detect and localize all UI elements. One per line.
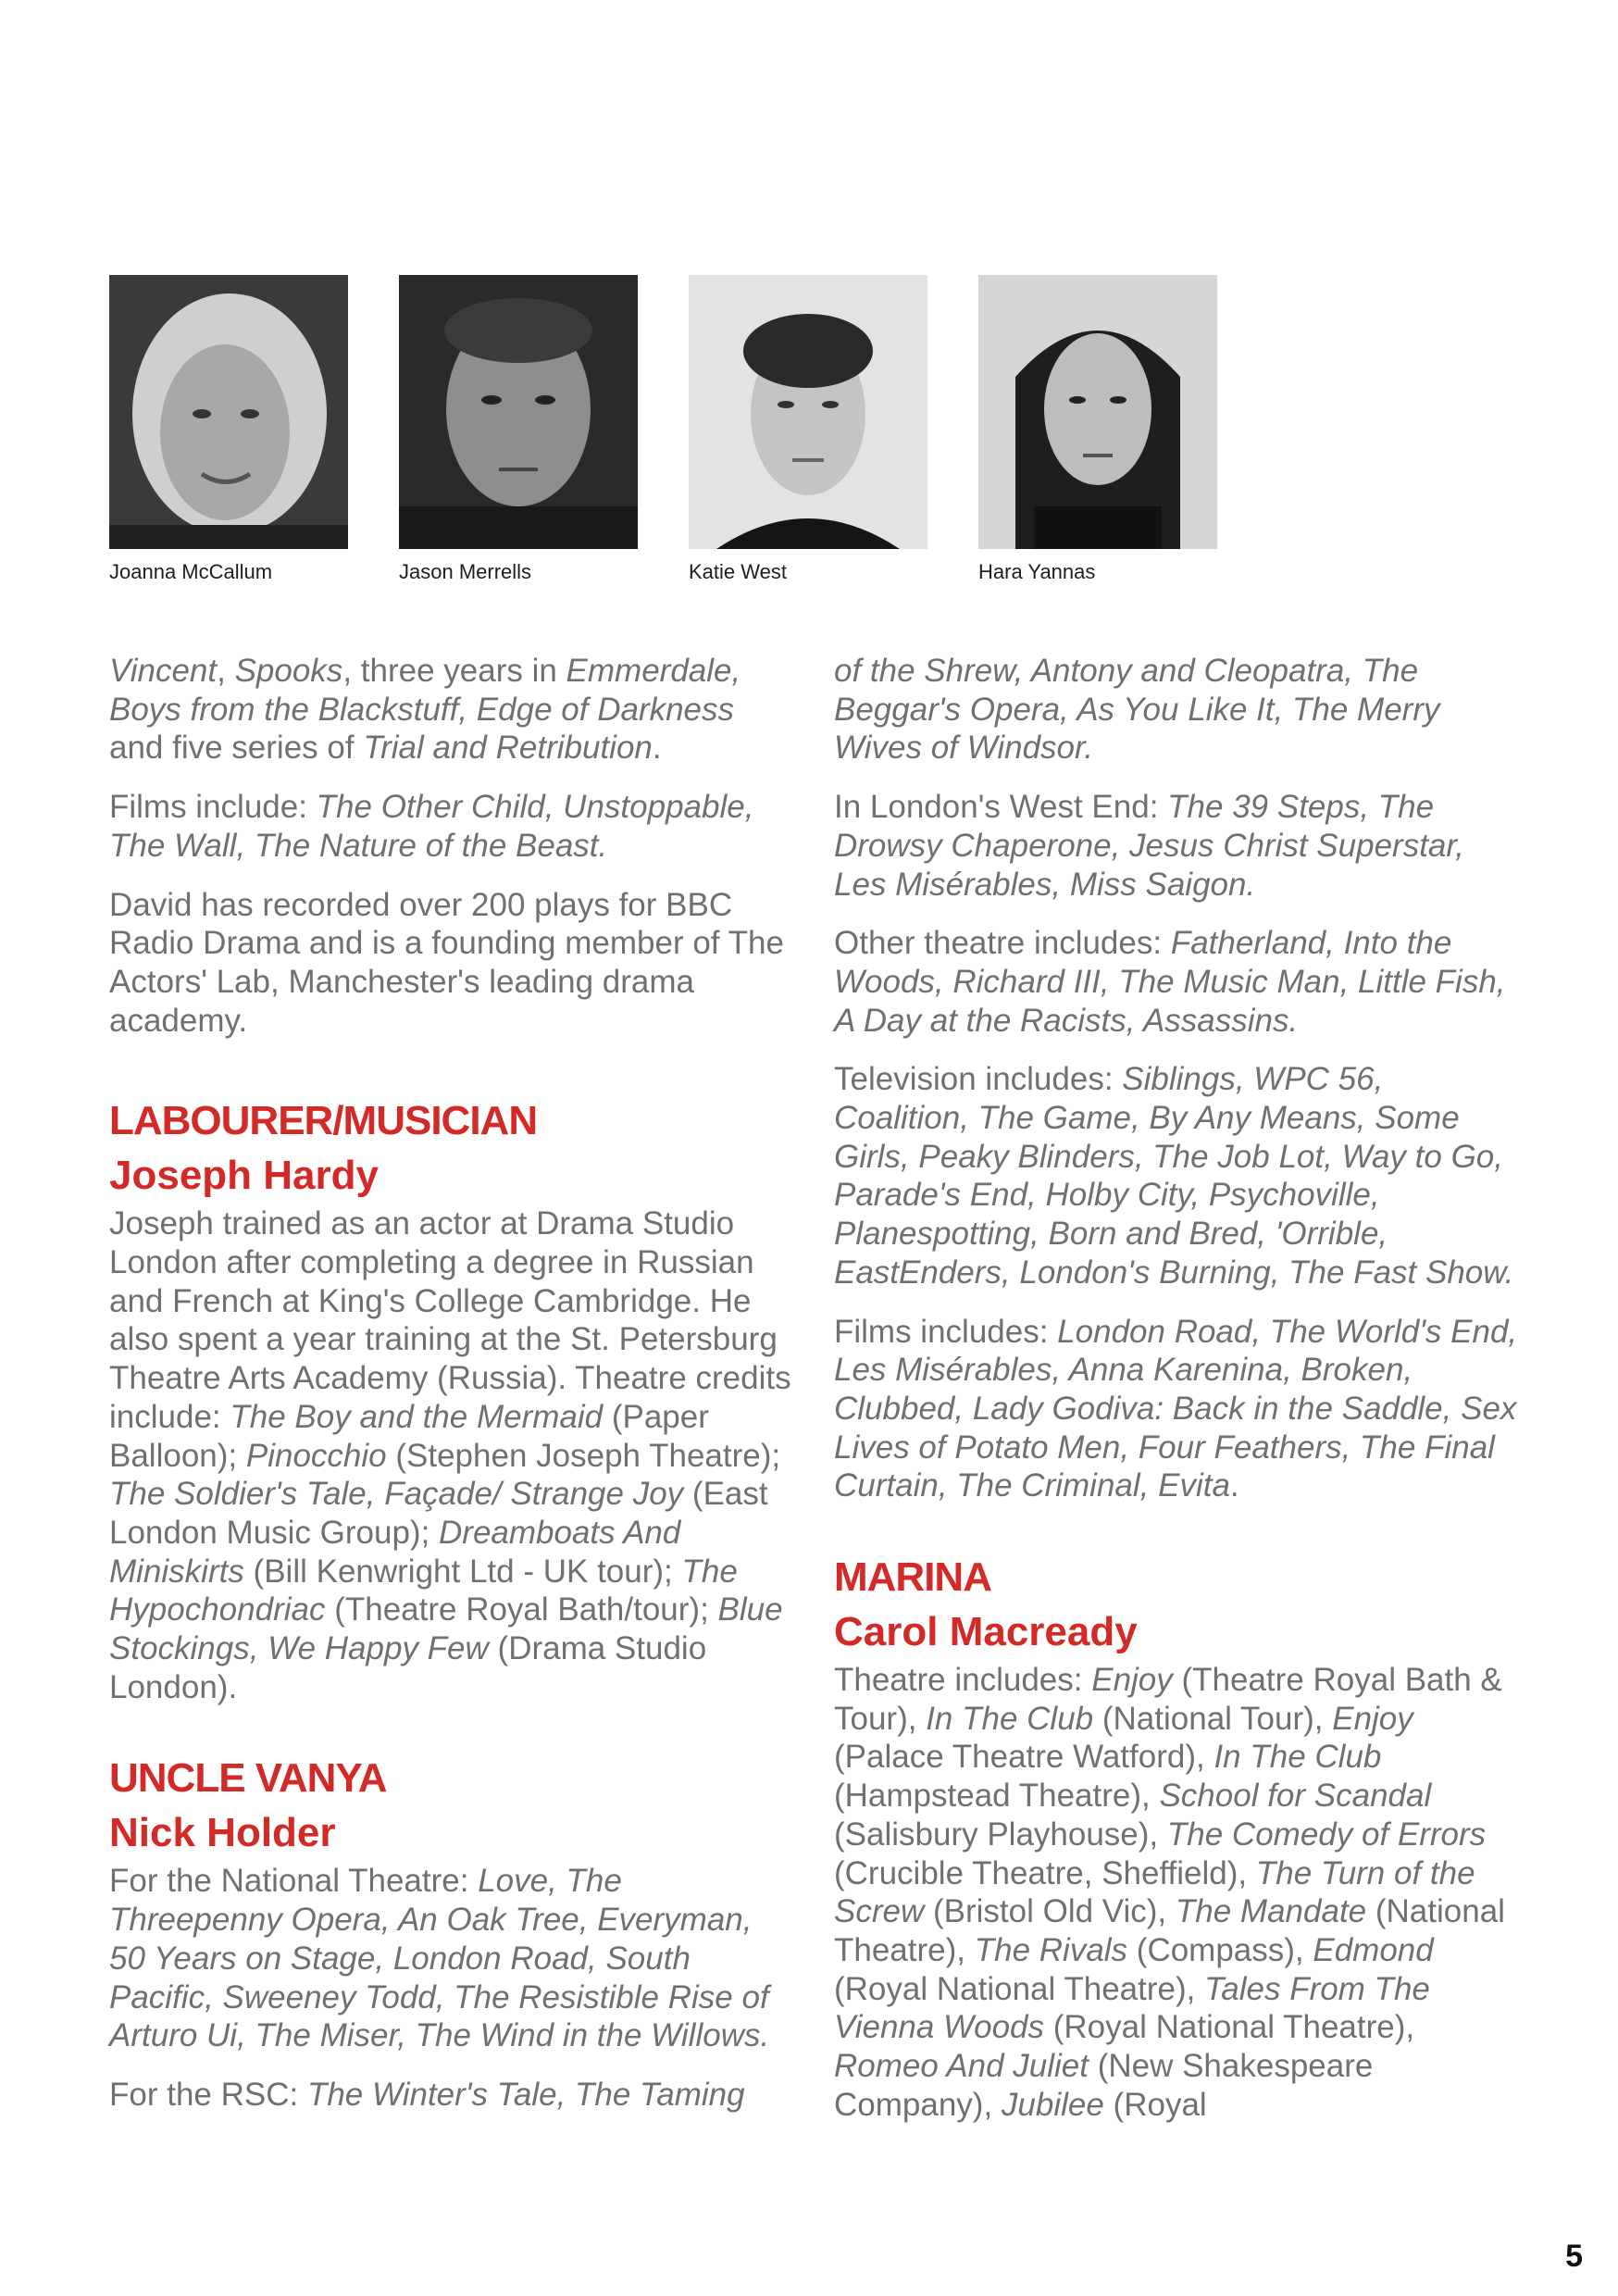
headshot-joanna-mccallum [109, 275, 348, 549]
headshot-photo [109, 275, 348, 549]
photo-caption: Joanna McCallum [109, 560, 273, 583]
actor-name: Joseph Hardy [109, 1153, 379, 1199]
bio-paragraph: Theatre includes: Enjoy (Theatre Royal Bath & Tour), In The Club (National Tour), Enjoy (Palace Theatre Watford), In The Club (Hampstead Theatre), School for Scandal (Salisbury Playhouse), The Comedy of Errors (Crucible Theatre, Sheffield), The Turn of the Screw (Bristol Old Vic), The Mandate (National Theatre), The Rivals (Compass), Edmond (Royal National Theatre), Tales From The Vienna Woods (Royal National Theatre), Romeo And Juliet (New Shakespeare Company), Jubilee (Royal [834, 1662, 1505, 2123]
bio-paragraph: Films includes: London Road, The World's End, Les Misérables, Anna Karenina, Broken, Clubbed, Lady Godiva: Back in the Saddle, Sex Lives of Potato Men, Four Feathers, The Final Curtain, The Criminal, Evita. [834, 1313, 1518, 1504]
bio-paragraph: David has recorded over 200 plays for BBC Radio Drama and is a founding member of The Actors' Lab, Manchester's leading drama academy. [109, 886, 784, 1039]
bio-paragraph: of the Shrew, Antony and Cleopatra, The Beggar's Opera, As You Like It, The Merry Wives of Windsor. [834, 653, 1440, 767]
headshot-photo [689, 275, 927, 549]
bio-paragraph: Television includes: Siblings, WPC 56, Coalition, The Game, By Any Means, Some Girls, Peaky Blinders, The Job Lot, Way to Go, Parade's End, Holby City, Psychoville, Planespotting, Born and Bred, 'Orrible, EastEnders, London's Burning, The Fast Show. [834, 1061, 1514, 1291]
headshot-hara-yannas [978, 275, 1217, 549]
role-heading: LABOURER/MUSICIAN [109, 1098, 538, 1144]
right-column [834, 652, 1519, 2145]
bio-paragraph: For the RSC: The Winter's Tale, The Taming [109, 2076, 745, 2113]
left-column [109, 652, 794, 2135]
role-heading: MARINA [834, 1554, 991, 1601]
photo-caption: Hara Yannas [978, 560, 1096, 583]
page-number: 5 [1565, 2239, 1583, 2274]
bio-paragraph: Vincent, Spooks, three years in Emmerdale, Boys from the Blackstuff, Edge of Darkness and five series of Trial and Retribution. [109, 653, 741, 767]
bio-paragraph: Films include: The Other Child, Unstoppable, The Wall, The Nature of the Beast. [109, 789, 754, 864]
headshot-photo [399, 275, 638, 549]
photo-caption: Jason Merrells [399, 560, 532, 583]
photo-caption: Katie West [689, 560, 787, 583]
headshot-jason-merrells [399, 275, 638, 549]
role-heading: UNCLE VANYA [109, 1755, 387, 1802]
headshot-photo [978, 275, 1217, 549]
bio-paragraph: Joseph trained as an actor at Drama Studio London after completing a degree in Russian and French at King's College Cambridge. He also spent a year training at the St. Petersburg Theatre Arts Academy (Russia). Theatre credits include: The Boy and the Mermaid (Paper Balloon); Pinocchio (Stephen Joseph Theatre); The Soldier's Tale, Façade/ Strange Joy (East London Music Group); Dreamboats And Miniskirts (Bill Kenwright Ltd - UK tour); The Hypochondriac (Theatre Royal Bath/tour); Blue Stockings, We Happy Few (Drama Studio London). [109, 1205, 791, 1705]
bio-paragraph: For the National Theatre: Love, The Threepenny Opera, An Oak Tree, Everyman, 50 Years on Stage, London Road, South Pacific, Sweeney Todd, The Resistible Rise of Arturo Ui, The Miser, The Wind in the Willows. [109, 1863, 770, 2054]
actor-name: Nick Holder [109, 1810, 336, 1856]
headshot-katie-west [689, 275, 927, 549]
actor-name: Carol Macready [834, 1609, 1138, 1655]
bio-paragraph: In London's West End: The 39 Steps, The Drowsy Chaperone, Jesus Christ Superstar, Les Misérables, Miss Saigon. [834, 789, 1464, 903]
bio-paragraph: Other theatre includes: Fatherland, Into the Woods, Richard III, The Music Man, Little Fish, A Day at the Racists, Assassins. [834, 925, 1506, 1039]
